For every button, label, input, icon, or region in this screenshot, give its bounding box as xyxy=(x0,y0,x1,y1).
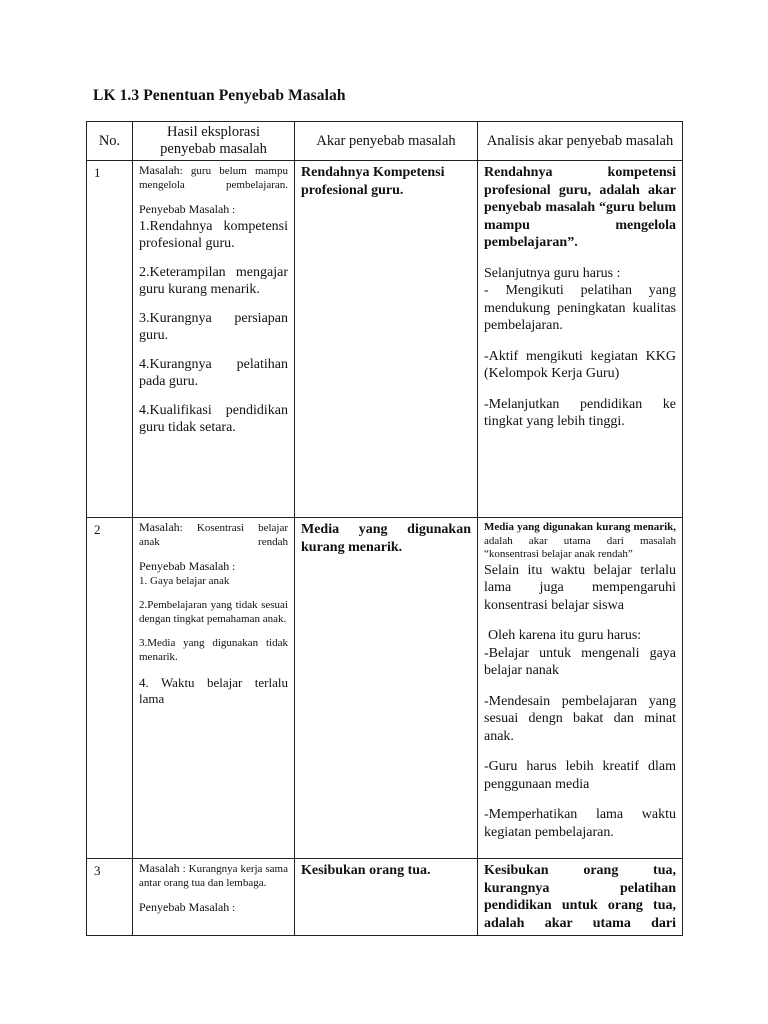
analisis-item: -Mendesain pembelajaran yang sesuai dengn bakat dan minat anak. xyxy=(484,693,676,744)
analisis-paragraph: Selain itu waktu belajar terlalu lama juga mempengaruhi konsentrasi belajar siswa xyxy=(484,562,676,613)
analisis-item: -Belajar untuk mengenali gaya belajar nanak xyxy=(484,645,676,678)
header-hasil-eksplorasi: Hasil eksplorasi penyebab masalah xyxy=(133,122,295,161)
cause-item: 4.Kualifikasi pendidikan guru tidak setara. xyxy=(139,402,288,435)
penyebab-label: Penyebab Masalah : xyxy=(139,202,236,216)
akar-text: Kesibukan orang tua. xyxy=(301,863,431,878)
problem-cause-table xyxy=(86,121,683,936)
analisis-cell xyxy=(478,161,683,518)
cause-item: 3.Kurangnya persiapan guru. xyxy=(139,310,288,343)
akar-penyebab-cell xyxy=(295,859,478,936)
akar-penyebab-cell xyxy=(295,518,478,859)
penyebab-label: Penyebab Masalah : xyxy=(139,559,236,573)
header-akar-penyebab: Akar penyebab masalah xyxy=(295,122,478,161)
masalah-text: Masalah: Kosentrasi belajar anak rendah xyxy=(139,520,288,548)
analisis-cell xyxy=(478,859,683,936)
masalah-text: Masalah: guru belum mampu mengelola pembelajaran. xyxy=(139,163,288,191)
analisis-item: -Melanjutkan pendidikan ke tingkat yang lebih tinggi. xyxy=(484,396,676,429)
masalah-text: Masalah : Kurangnya kerja sama antar orang tua dan lembaga. xyxy=(139,861,288,889)
cause-item: 4. Waktu belajar terlalu lama xyxy=(139,675,288,706)
hasil-eksplorasi-cell xyxy=(133,518,295,859)
akar-text: Media yang digunakan kurang menarik. xyxy=(301,522,471,555)
analisis-intro: Selanjutnya guru harus : xyxy=(484,265,621,281)
cause-item: 3.Media yang digunakan tidak menarik. xyxy=(139,637,288,663)
cause-item: 2.Keterampilan mengajar guru kurang menarik. xyxy=(139,264,288,297)
row-number: 1 xyxy=(87,161,133,518)
document-title: LK 1.3 Penentuan Penyebab Masalah xyxy=(93,87,346,104)
akar-penyebab-cell xyxy=(295,161,478,518)
cause-item: 4.Kurangnya pelatihan pada guru. xyxy=(139,356,288,389)
hasil-eksplorasi-cell xyxy=(133,859,295,936)
analisis-cell xyxy=(478,518,683,859)
table-header-row xyxy=(87,122,683,161)
hasil-eksplorasi-cell xyxy=(133,161,295,518)
analisis-item: - Mengikuti pelatihan yang mendukung peningkatan kualitas pembelajaran. xyxy=(484,283,676,333)
header-no: No. xyxy=(87,122,133,161)
analisis-item: -Guru harus lebih kreatif dlam penggunaan media xyxy=(484,759,676,792)
analisis-item: -Aktif mengikuti kegiatan KKG (Kelompok Kerja Guru) xyxy=(484,348,676,381)
cause-item: 1. Gaya belajar anak xyxy=(139,574,230,587)
row-number: 3 xyxy=(87,859,133,936)
header-analisis: Analisis akar penyebab masalah xyxy=(478,122,683,161)
analisis-bold-text: Rendahnya kompetensi profesional guru, adalah akar penyebab masalah “guru belum mampu mengelola pembelajaran”. xyxy=(484,165,676,250)
analisis-intro: Oleh karena itu guru harus: xyxy=(488,628,642,643)
analisis-bold-text: Kesibukan orang tua, kurangnya pelatihan pendidikan untuk orang tua, adalah akar utama dari xyxy=(484,863,676,931)
row-number: 2 xyxy=(87,518,133,859)
table-row xyxy=(87,859,683,936)
analisis-item: -Memperhatikan lama waktu kegiatan pembelajaran. xyxy=(484,807,676,840)
penyebab-label: Penyebab Masalah : xyxy=(139,900,236,914)
table-row xyxy=(87,518,683,859)
cause-item: 1.Rendahnya kompetensi profesional guru. xyxy=(139,218,288,251)
table-row xyxy=(87,161,683,518)
analisis-first-text: Media yang digunakan kurang menarik, adalah akar utama dari masalah “konsentrasi belajar anak rendah” xyxy=(484,521,676,560)
cause-item: 2.Pembelajaran yang tidak sesuai dengan tingkat pemahaman anak. xyxy=(139,599,288,625)
akar-text: Rendahnya Kompetensi profesional guru. xyxy=(301,165,445,198)
